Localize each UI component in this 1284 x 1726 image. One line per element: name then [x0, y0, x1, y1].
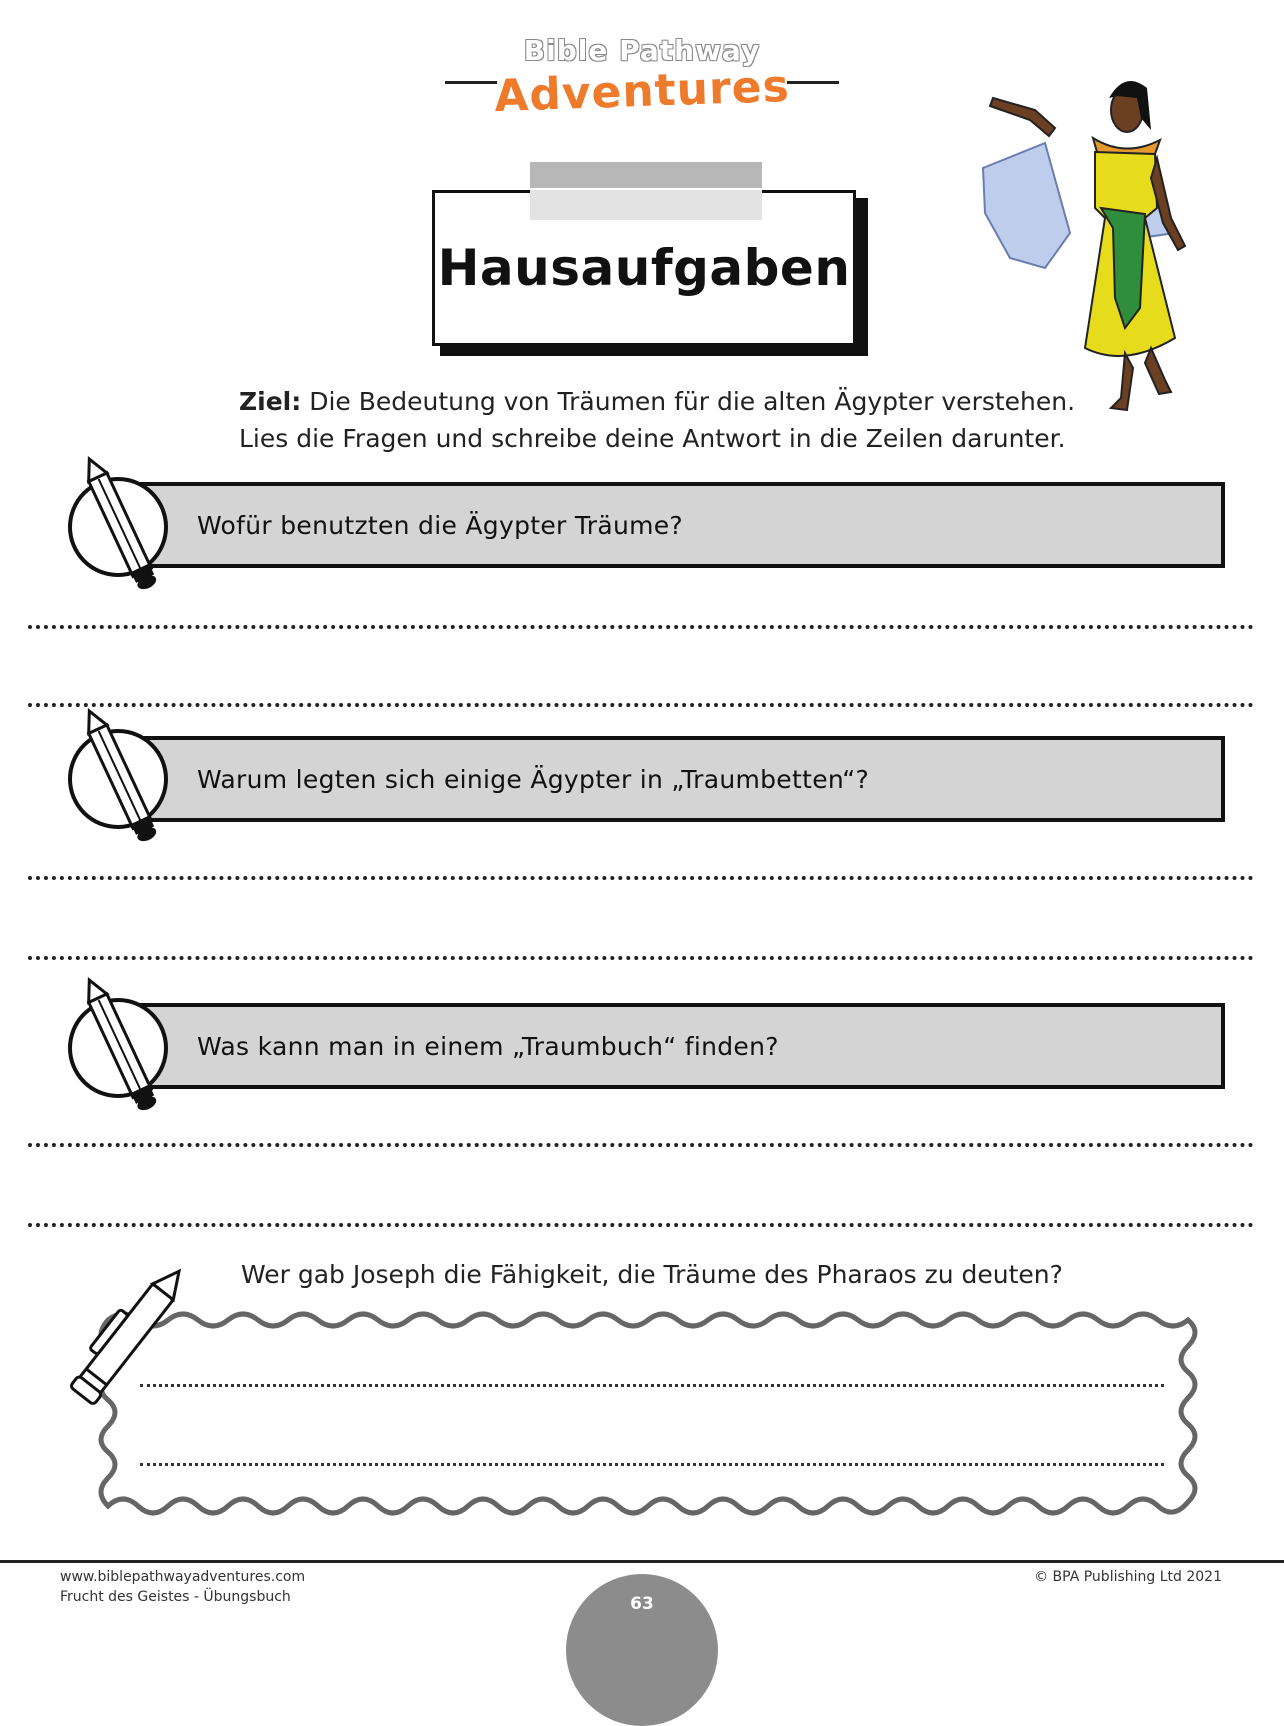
question-2-text: Warum legten sich einige Ägypter in „Traumbetten“?	[197, 764, 870, 794]
footer-book-title: Frucht des Geistes - Übungsbuch	[60, 1589, 291, 1605]
tape-strip-top	[530, 162, 762, 188]
pencil-icon	[66, 452, 176, 602]
answer-line[interactable]	[28, 625, 1254, 629]
goal-instruction: Lies die Fragen und schreibe deine Antwort in die Zeilen darunter.	[239, 424, 1066, 453]
pen-icon	[58, 1258, 188, 1428]
goal-label: Ziel:	[239, 387, 302, 416]
egyptian-woman-illustration	[975, 68, 1215, 418]
question-box-2	[135, 736, 1225, 822]
answer-line[interactable]	[140, 1384, 1164, 1387]
answer-line[interactable]	[140, 1463, 1164, 1466]
footer-divider	[0, 1560, 1284, 1563]
page-number: 63	[630, 1594, 654, 1614]
pencil-icon	[66, 704, 176, 854]
question-1-text: Wofür benutzten die Ägypter Träume?	[197, 510, 683, 540]
answer-line[interactable]	[28, 703, 1254, 707]
question-box-3	[135, 1003, 1225, 1089]
footer-copyright: © BPA Publishing Ltd 2021	[1034, 1569, 1222, 1585]
answer-line[interactable]	[28, 1143, 1254, 1147]
tape-strip-bottom	[530, 190, 762, 220]
question-3-text: Was kann man in einem „Traumbuch“ finden?	[197, 1031, 779, 1061]
logo-main-text: Adventures	[493, 60, 791, 123]
wavy-answer-box	[88, 1306, 1218, 1528]
answer-line[interactable]	[28, 876, 1254, 880]
final-question-text: Wer gab Joseph die Fähigkeit, die Träume des Pharaos zu deuten?	[241, 1260, 1063, 1289]
goal-text	[239, 383, 1075, 457]
question-box-1	[135, 482, 1225, 568]
answer-line[interactable]	[28, 1223, 1254, 1227]
logo-top-text: Bible Pathway	[523, 34, 761, 67]
pencil-icon	[66, 973, 176, 1123]
answer-line[interactable]	[28, 956, 1254, 960]
footer-website[interactable]: www.biblepathwayadventures.com	[60, 1569, 306, 1585]
page-title: Hausaufgaben	[437, 239, 851, 297]
goal-description: Die Bedeutung von Träumen für die alten Ägypter verstehen.	[309, 387, 1076, 416]
